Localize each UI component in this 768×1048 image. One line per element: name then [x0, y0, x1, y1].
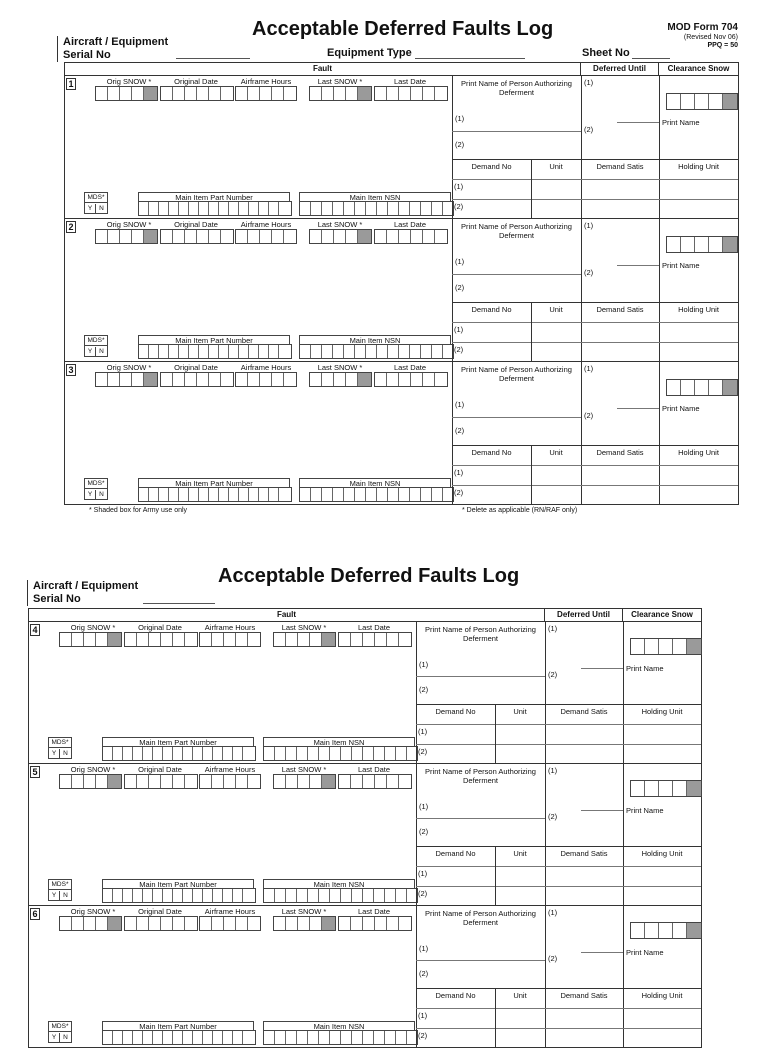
- mds-box[interactable]: [84, 192, 108, 214]
- demand-line-2[interactable]: (2): [454, 202, 464, 211]
- main-item-nsn-label: Main Item NSN: [263, 879, 415, 889]
- main-item-nsn-boxes[interactable]: [263, 746, 418, 761]
- orig-snow-boxes[interactable]: [59, 916, 122, 931]
- print-name-auth-label: Print Name of Person Authorizing Deferment: [461, 222, 572, 240]
- demand-top-line: [416, 704, 701, 705]
- mds-no[interactable]: N: [63, 892, 68, 899]
- demand-unit-divider: [531, 445, 532, 505]
- auth-divider: [416, 960, 545, 961]
- header-row: [29, 609, 701, 622]
- demand-no-header: Demand No: [435, 991, 476, 1000]
- demand-top-line: [416, 988, 701, 989]
- column-divider: [452, 219, 453, 361]
- deferred-line-2[interactable]: (2): [548, 812, 558, 821]
- fault-table-2: [28, 608, 702, 1048]
- demand-line-1[interactable]: (1): [418, 1011, 428, 1020]
- main-item-part-label: Main Item Part Number: [102, 1021, 254, 1031]
- airframe-hours-label: Airframe Hours: [240, 77, 292, 86]
- unit-header: Unit: [513, 849, 527, 858]
- original-date-label: Original Date: [174, 77, 218, 86]
- last-date-boxes[interactable]: [338, 916, 412, 931]
- last-date-label: Last Date: [357, 765, 391, 774]
- entry-number: 2: [66, 221, 76, 233]
- sheet-no-label: Sheet No: [582, 47, 630, 59]
- mds-label: MDS*: [85, 193, 107, 203]
- orig-snow-boxes[interactable]: [59, 774, 122, 789]
- original-date-boxes[interactable]: [160, 372, 234, 387]
- last-snow-boxes[interactable]: [273, 916, 336, 931]
- demand-no-header: Demand No: [471, 162, 512, 171]
- deferred-line-1[interactable]: (1): [548, 766, 558, 775]
- airframe-hours-boxes[interactable]: [199, 774, 261, 789]
- print-name-label: Print Name: [662, 404, 700, 413]
- unit-header: Unit: [513, 707, 527, 716]
- main-item-nsn-boxes[interactable]: [299, 487, 454, 502]
- main-item-part-label: Main Item Part Number: [102, 879, 254, 889]
- delete-note: * Delete as applicable (RN/RAF only): [462, 507, 578, 514]
- demand-unit-divider: [495, 988, 496, 1048]
- auth-line-2[interactable]: (2): [455, 283, 465, 292]
- airframe-hours-boxes[interactable]: [199, 916, 261, 931]
- demand-top-line: [416, 846, 701, 847]
- orig-snow-label: Orig SNOW *: [106, 363, 152, 372]
- fault-header: Fault: [29, 609, 545, 622]
- last-date-boxes[interactable]: [374, 229, 448, 244]
- holding-unit-header: Holding Unit: [641, 991, 683, 1000]
- mds-label: MDS*: [85, 479, 107, 489]
- column-divider: [659, 362, 660, 505]
- equipment-type-label: Equipment Type: [327, 47, 412, 59]
- deferred-line-2[interactable]: (2): [548, 670, 558, 679]
- demand-top-line: [452, 159, 738, 160]
- auth-line-2[interactable]: (2): [455, 426, 465, 435]
- demand-row-line: [452, 465, 738, 466]
- print-name-label: Print Name: [626, 948, 664, 957]
- orig-snow-boxes[interactable]: [95, 86, 158, 101]
- column-divider: [623, 764, 624, 905]
- demand-satis-header: Demand Satis: [560, 849, 608, 858]
- entry-number: 3: [66, 364, 76, 376]
- mds-yes[interactable]: Y: [49, 891, 60, 901]
- column-divider: [581, 76, 582, 218]
- print-name-auth-label: Print Name of Person Authorizing Deferment: [461, 365, 572, 383]
- column-divider: [623, 622, 624, 763]
- column-divider: [659, 219, 660, 361]
- holding-unit-header: Holding Unit: [678, 305, 719, 314]
- last-date-label: Last Date: [357, 623, 391, 632]
- demand-row-line: [452, 342, 738, 343]
- clearance-snow-boxes[interactable]: [630, 638, 702, 655]
- auth-divider: [452, 131, 581, 132]
- mds-yes[interactable]: Y: [49, 1033, 60, 1043]
- mds-box[interactable]: [84, 478, 108, 500]
- demand-satis-header: Demand Satis: [560, 991, 608, 1000]
- mds-label: MDS*: [49, 1022, 71, 1032]
- form-meta: [667, 22, 738, 50]
- print-name-label: Print Name: [626, 806, 664, 815]
- clearance-snow-boxes[interactable]: [630, 780, 702, 797]
- print-name-label: Print Name: [626, 664, 664, 673]
- print-name-label: Print Name: [662, 261, 700, 270]
- demand-line-1[interactable]: (1): [454, 325, 464, 334]
- original-date-boxes[interactable]: [160, 229, 234, 244]
- last-snow-boxes[interactable]: [309, 86, 372, 101]
- auth-line-2[interactable]: (2): [419, 827, 429, 836]
- demand-line-2[interactable]: (2): [454, 488, 464, 497]
- unit-header: Unit: [513, 991, 527, 1000]
- orig-snow-label: Orig SNOW *: [70, 907, 116, 916]
- mds-no[interactable]: N: [99, 348, 104, 355]
- page-title: Acceptable Deferred Faults Log: [218, 565, 520, 587]
- aircraft-label: Aircraft / Equipment: [33, 580, 139, 592]
- demand-unit-divider: [495, 704, 496, 763]
- main-item-part-label: Main Item Part Number: [138, 192, 290, 202]
- demand-no-header: Demand No: [435, 707, 476, 716]
- deferred-until-header: Deferred Until: [545, 609, 623, 622]
- airframe-hours-label: Airframe Hours: [204, 765, 256, 774]
- column-divider: [581, 362, 582, 505]
- main-item-nsn-label: Main Item NSN: [263, 737, 415, 747]
- deferred-divider: [581, 952, 623, 953]
- last-date-boxes[interactable]: [338, 632, 412, 647]
- column-divider: [416, 764, 417, 905]
- column-divider: [581, 219, 582, 361]
- main-item-part-boxes[interactable]: [138, 487, 292, 502]
- unit-header: Unit: [549, 162, 563, 171]
- aircraft-label: Aircraft / Equipment: [63, 36, 169, 48]
- entry-number: 4: [30, 624, 40, 636]
- deferred-divider: [617, 122, 659, 123]
- serial-field[interactable]: [143, 603, 215, 604]
- main-item-part-label: Main Item Part Number: [138, 478, 290, 488]
- auth-divider: [452, 274, 581, 275]
- clearance-snow-boxes[interactable]: [666, 236, 738, 253]
- mds-yes[interactable]: Y: [85, 490, 96, 500]
- demand-row-line: [416, 866, 701, 867]
- demand-no-header: Demand No: [435, 849, 476, 858]
- form-ppq: PPQ = 50: [707, 41, 738, 49]
- main-item-part-label: Main Item Part Number: [102, 737, 254, 747]
- last-snow-label: Last SNOW *: [317, 363, 363, 372]
- mds-box[interactable]: [48, 737, 72, 759]
- deferred-line-1[interactable]: (1): [584, 364, 594, 373]
- form-revised: (Revised Nov 06): [683, 33, 738, 41]
- airframe-hours-label: Airframe Hours: [204, 623, 256, 632]
- mds-yes[interactable]: Y: [49, 749, 60, 759]
- deferred-line-2[interactable]: (2): [584, 268, 594, 277]
- demand-satis-header: Demand Satis: [560, 707, 608, 716]
- column-divider: [452, 362, 453, 505]
- main-item-part-boxes[interactable]: [102, 746, 256, 761]
- clearance-snow-boxes[interactable]: [666, 379, 738, 396]
- original-date-label: Original Date: [138, 623, 182, 632]
- auth-line-1[interactable]: (1): [455, 257, 465, 266]
- entry-number: 6: [30, 908, 40, 920]
- demand-row-line: [452, 322, 738, 323]
- main-item-nsn-label: Main Item NSN: [299, 478, 451, 488]
- fault-entry: [65, 219, 738, 362]
- mds-box[interactable]: [48, 879, 72, 901]
- fault-entry: [65, 76, 738, 219]
- airframe-hours-label: Airframe Hours: [204, 907, 256, 916]
- auth-line-1[interactable]: (1): [419, 944, 429, 953]
- deferred-divider: [581, 668, 623, 669]
- demand-no-header: Demand No: [471, 305, 512, 314]
- auth-line-1[interactable]: (1): [455, 400, 465, 409]
- clearance-snow-boxes[interactable]: [666, 93, 738, 110]
- deferred-line-1[interactable]: (1): [584, 221, 594, 230]
- demand-row-line: [416, 1028, 701, 1029]
- demand-line-1[interactable]: (1): [418, 869, 428, 878]
- fault-entry: [29, 764, 701, 906]
- deferred-until-header: Deferred Until: [581, 63, 659, 76]
- last-date-label: Last Date: [393, 220, 427, 229]
- column-divider: [452, 76, 453, 218]
- orig-snow-boxes[interactable]: [95, 229, 158, 244]
- orig-snow-label: Orig SNOW *: [70, 765, 116, 774]
- demand-no-header: Demand No: [471, 448, 512, 457]
- original-date-label: Original Date: [174, 363, 218, 372]
- unit-header: Unit: [549, 305, 563, 314]
- last-snow-label: Last SNOW *: [317, 220, 363, 229]
- demand-line-1[interactable]: (1): [454, 468, 464, 477]
- orig-snow-boxes[interactable]: [59, 632, 122, 647]
- main-item-part-label: Main Item Part Number: [138, 335, 290, 345]
- original-date-boxes[interactable]: [160, 86, 234, 101]
- mds-box[interactable]: [48, 1021, 72, 1043]
- deferred-line-1[interactable]: (1): [548, 624, 558, 633]
- fault-header: Fault: [65, 63, 581, 76]
- deferred-divider: [617, 265, 659, 266]
- last-date-boxes[interactable]: [374, 86, 448, 101]
- deferred-divider: [581, 810, 623, 811]
- last-date-boxes[interactable]: [374, 372, 448, 387]
- original-date-label: Original Date: [138, 907, 182, 916]
- page-title: Acceptable Deferred Faults Log: [252, 18, 554, 40]
- main-item-part-boxes[interactable]: [138, 201, 292, 216]
- last-snow-label: Last SNOW *: [281, 907, 327, 916]
- demand-row-line: [452, 179, 738, 180]
- deferred-divider: [617, 408, 659, 409]
- main-item-part-boxes[interactable]: [102, 1030, 256, 1045]
- column-divider: [416, 622, 417, 763]
- entry-number: 5: [30, 766, 40, 778]
- clearance-snow-header: Clearance Snow: [631, 610, 693, 619]
- original-date-label: Original Date: [174, 220, 218, 229]
- main-item-nsn-label: Main Item NSN: [299, 192, 451, 202]
- main-item-nsn-boxes[interactable]: [299, 344, 454, 359]
- shaded-note: * Shaded box for Army use only: [89, 507, 188, 514]
- entry-number: 1: [66, 78, 76, 90]
- clearance-snow-header: Clearance Snow: [667, 64, 730, 73]
- column-divider: [416, 906, 417, 1048]
- mds-label: MDS*: [85, 336, 107, 346]
- main-item-nsn-boxes[interactable]: [263, 1030, 418, 1045]
- mds-yes[interactable]: Y: [85, 347, 96, 357]
- demand-line-1[interactable]: (1): [418, 727, 428, 736]
- airframe-hours-label: Airframe Hours: [240, 363, 292, 372]
- column-divider: [623, 906, 624, 1048]
- demand-unit-divider: [495, 846, 496, 905]
- auth-divider: [416, 676, 545, 677]
- demand-row-line: [416, 1008, 701, 1009]
- holding-unit-header: Holding Unit: [641, 849, 683, 858]
- serial-label: Serial No: [33, 593, 81, 605]
- clearance-snow-boxes[interactable]: [630, 922, 702, 939]
- last-date-label: Last Date: [357, 907, 391, 916]
- last-date-label: Last Date: [393, 363, 427, 372]
- unit-header: Unit: [549, 448, 563, 457]
- auth-line-2[interactable]: (2): [455, 140, 465, 149]
- auth-divider: [452, 417, 581, 418]
- demand-line-2[interactable]: (2): [418, 889, 428, 898]
- original-date-boxes[interactable]: [124, 774, 198, 789]
- serial-label: Serial No: [63, 49, 111, 61]
- mds-no[interactable]: N: [63, 750, 68, 757]
- column-divider: [545, 764, 546, 905]
- fault-table-1: [64, 62, 739, 505]
- mds-label: MDS*: [49, 880, 71, 890]
- holding-unit-header: Holding Unit: [678, 162, 719, 171]
- mds-box[interactable]: [84, 335, 108, 357]
- demand-unit-divider: [531, 159, 532, 218]
- serial-field[interactable]: [176, 58, 250, 59]
- demand-line-2[interactable]: (2): [454, 345, 464, 354]
- demand-row-line: [452, 199, 738, 200]
- deferred-line-2[interactable]: (2): [584, 125, 594, 134]
- demand-top-line: [452, 302, 738, 303]
- auth-line-2[interactable]: (2): [419, 969, 429, 978]
- column-divider: [545, 622, 546, 763]
- airframe-hours-boxes[interactable]: [235, 229, 297, 244]
- orig-snow-label: Orig SNOW *: [106, 220, 152, 229]
- demand-line-1[interactable]: (1): [454, 182, 464, 191]
- airframe-hours-label: Airframe Hours: [240, 220, 292, 229]
- auth-line-1[interactable]: (1): [455, 114, 465, 123]
- demand-satis-header: Demand Satis: [596, 162, 644, 171]
- print-name-auth-label: Print Name of Person Authorizing Deferment: [461, 79, 572, 97]
- mds-no[interactable]: N: [99, 491, 104, 498]
- last-snow-boxes[interactable]: [273, 774, 336, 789]
- holding-unit-header: Holding Unit: [641, 707, 683, 716]
- original-date-label: Original Date: [138, 765, 182, 774]
- main-item-nsn-boxes[interactable]: [263, 888, 418, 903]
- equipment-type-field[interactable]: [415, 58, 525, 59]
- main-item-nsn-boxes[interactable]: [299, 201, 454, 216]
- orig-snow-boxes[interactable]: [95, 372, 158, 387]
- main-item-part-boxes[interactable]: [138, 344, 292, 359]
- fault-entry: [29, 622, 701, 764]
- demand-row-line: [452, 485, 738, 486]
- demand-top-line: [452, 445, 738, 446]
- demand-satis-header: Demand Satis: [596, 448, 644, 457]
- holding-unit-header: Holding Unit: [678, 448, 719, 457]
- main-item-nsn-label: Main Item NSN: [263, 1021, 415, 1031]
- demand-unit-divider: [531, 302, 532, 361]
- column-divider: [659, 76, 660, 218]
- fault-entry: [29, 906, 701, 1048]
- mds-no[interactable]: N: [63, 1034, 68, 1041]
- original-date-boxes[interactable]: [124, 916, 198, 931]
- auth-line-1[interactable]: (1): [419, 802, 429, 811]
- auth-divider: [416, 818, 545, 819]
- airframe-hours-boxes[interactable]: [235, 372, 297, 387]
- mds-yes[interactable]: Y: [85, 204, 96, 214]
- mds-label: MDS*: [49, 738, 71, 748]
- demand-row-line: [416, 744, 701, 745]
- column-divider: [545, 906, 546, 1048]
- form-id: MOD Form 704: [667, 22, 738, 33]
- deferred-line-1[interactable]: (1): [584, 78, 594, 87]
- demand-satis-header: Demand Satis: [596, 305, 644, 314]
- sheet-no-field[interactable]: [632, 58, 670, 59]
- main-item-part-boxes[interactable]: [102, 888, 256, 903]
- airframe-hours-boxes[interactable]: [235, 86, 297, 101]
- orig-snow-label: Orig SNOW *: [106, 77, 152, 86]
- deferred-line-2[interactable]: (2): [548, 954, 558, 963]
- demand-line-2[interactable]: (2): [418, 747, 428, 756]
- print-name-auth-label: Print Name of Person Authorizing Deferment: [425, 909, 536, 927]
- last-date-boxes[interactable]: [338, 774, 412, 789]
- fault-entry: [65, 362, 738, 505]
- orig-snow-label: Orig SNOW *: [70, 623, 116, 632]
- deferred-line-2[interactable]: (2): [584, 411, 594, 420]
- last-snow-boxes[interactable]: [273, 632, 336, 647]
- last-snow-boxes[interactable]: [309, 229, 372, 244]
- header-row: [65, 63, 738, 76]
- last-date-label: Last Date: [393, 77, 427, 86]
- last-snow-boxes[interactable]: [309, 372, 372, 387]
- main-item-nsn-label: Main Item NSN: [299, 335, 451, 345]
- demand-line-2[interactable]: (2): [418, 1031, 428, 1040]
- demand-row-line: [416, 886, 701, 887]
- demand-row-line: [416, 724, 701, 725]
- original-date-boxes[interactable]: [124, 632, 198, 647]
- left-marker: [27, 580, 28, 606]
- last-snow-label: Last SNOW *: [281, 765, 327, 774]
- print-name-label: Print Name: [662, 118, 700, 127]
- print-name-auth-label: Print Name of Person Authorizing Deferment: [425, 625, 536, 643]
- deferred-line-1[interactable]: (1): [548, 908, 558, 917]
- print-name-auth-label: Print Name of Person Authorizing Deferment: [425, 767, 536, 785]
- airframe-hours-boxes[interactable]: [199, 632, 261, 647]
- last-snow-label: Last SNOW *: [317, 77, 363, 86]
- auth-line-2[interactable]: (2): [419, 685, 429, 694]
- mds-no[interactable]: N: [99, 205, 104, 212]
- last-snow-label: Last SNOW *: [281, 623, 327, 632]
- left-marker: [57, 36, 58, 62]
- auth-line-1[interactable]: (1): [419, 660, 429, 669]
